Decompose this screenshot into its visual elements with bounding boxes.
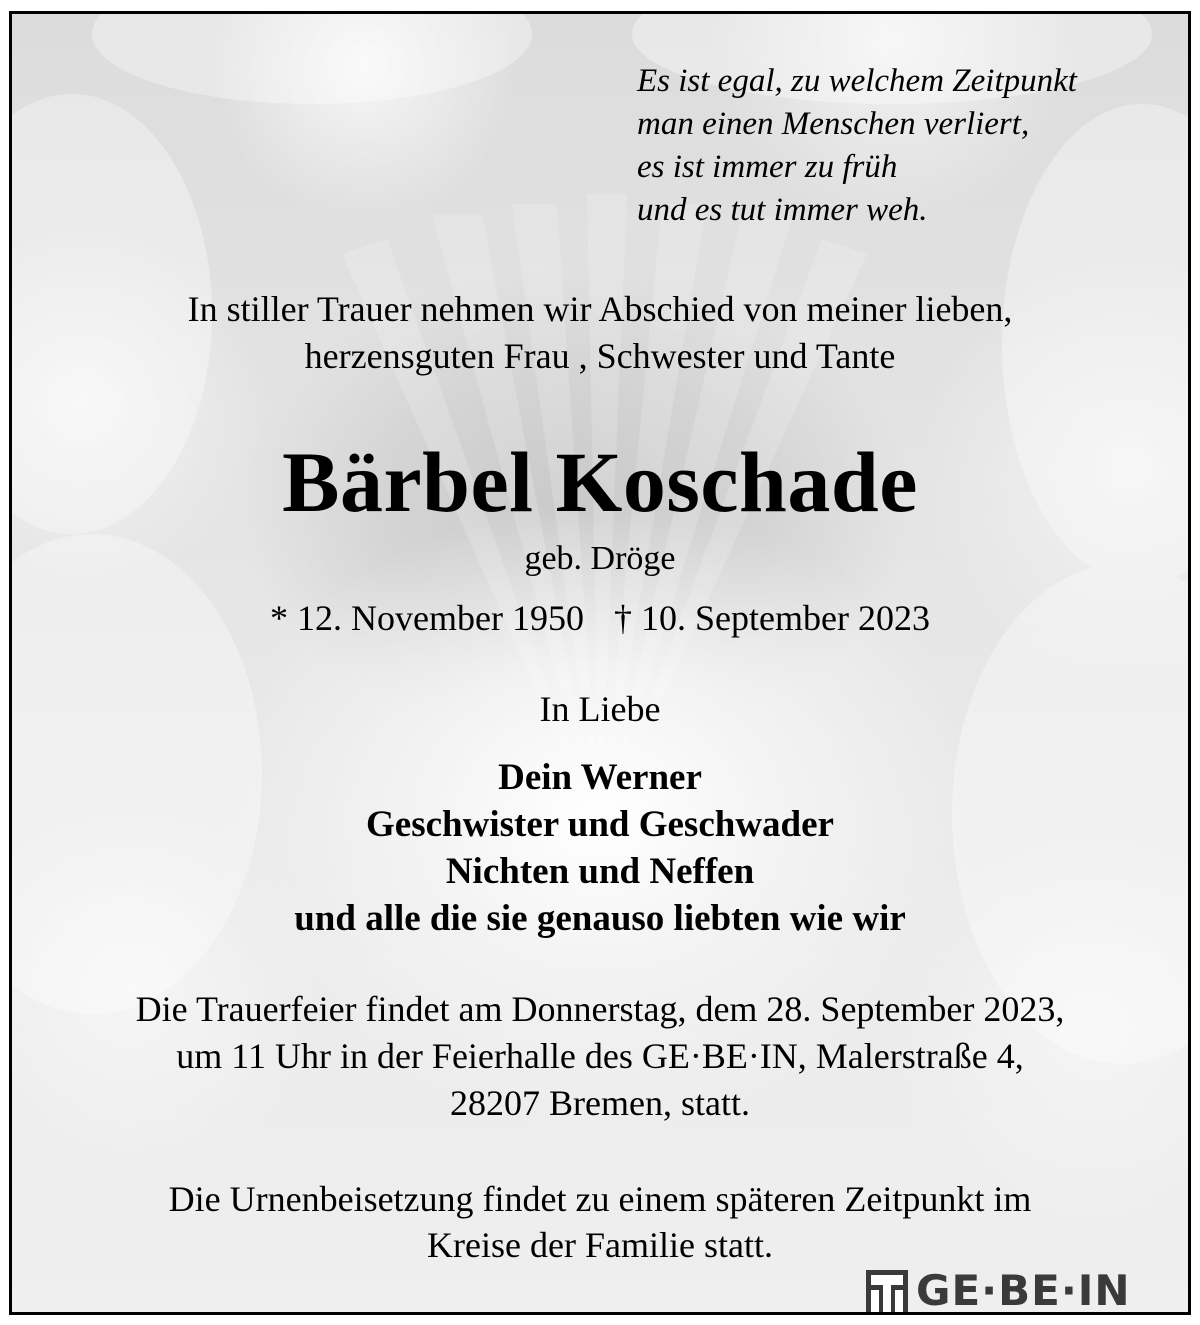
quote-line: es ist immer zu früh	[637, 149, 898, 185]
ceremony-info	[12, 986, 1188, 1127]
urn-line: Kreise der Familie statt.	[427, 1225, 773, 1265]
mourner-line: Dein Werner	[498, 757, 702, 798]
life-dates	[12, 595, 1188, 641]
quote-line: man einen Menschen verliert,	[637, 106, 1030, 142]
gebein-logo-icon	[864, 1268, 910, 1314]
opening-quote	[637, 60, 1077, 232]
closing-phrase: In Liebe	[539, 689, 661, 729]
urn-line: Die Urnenbeisetzung findet zu einem späteren Zeitpunkt im	[168, 1179, 1032, 1219]
quote-line: Es ist egal, zu welchem Zeitpunkt	[637, 63, 1077, 99]
ceremony-line: um 11 Uhr in der Feierhalle des GE·BE·IN, Malerstraße 4,	[176, 1036, 1024, 1076]
mourner-line: und alle die sie genauso liebten wie wir	[294, 898, 906, 939]
intro-line: In stiller Trauer nehmen wir Abschied von meiner lieben,	[187, 289, 1013, 329]
obituary-notice	[9, 11, 1191, 1315]
ceremony-line: 28207 Bremen, statt.	[450, 1083, 750, 1123]
mourner-line: Nichten und Neffen	[445, 851, 755, 892]
ceremony-line: Die Trauerfeier findet am Donnerstag, dem 28. September 2023,	[135, 989, 1065, 1029]
deceased-name: Bärbel Koschade	[282, 434, 918, 530]
gebein-logo-text: GE·BE·IN	[916, 1266, 1131, 1315]
mourner-line: Geschwister und Geschwader	[366, 804, 834, 845]
gebein-logo	[864, 1266, 1131, 1315]
birth-date: * 12. November 1950	[270, 598, 584, 638]
urn-burial-info	[12, 1176, 1188, 1268]
quote-line: und es tut immer weh.	[637, 192, 928, 228]
intro-line: herzensguten Frau , Schwester und Tante	[304, 336, 896, 376]
birth-name: geb. Dröge	[524, 540, 676, 577]
death-date: † 10. September 2023	[614, 598, 930, 638]
intro-text	[12, 286, 1188, 380]
mourners-list	[12, 754, 1188, 942]
